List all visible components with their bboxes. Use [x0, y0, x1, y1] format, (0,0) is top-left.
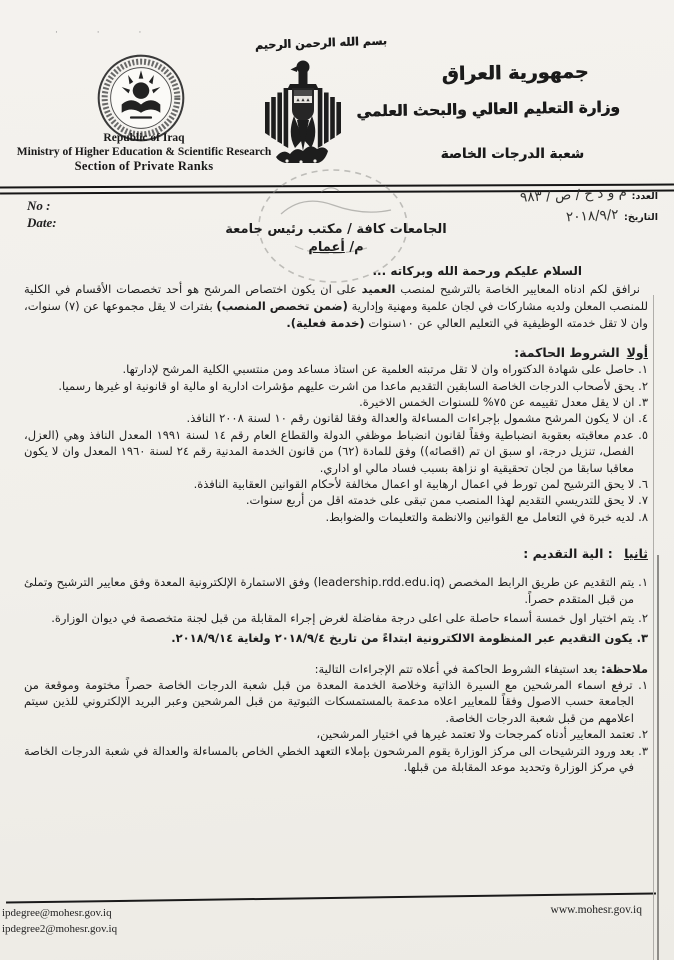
note-list	[24, 677, 648, 775]
section-one-title-rest: الشروط الحاكمة:	[514, 344, 620, 360]
number-label: العدد:	[631, 191, 658, 202]
scan-noise: · · ·	[55, 28, 160, 38]
condition-item: ٢. يحق لأصحاب الدرجات الخاصة السابقين التقديم ماعدا من اشرت عليهم مؤشرات ادارية او مالية او قانونية او غيرها رسميا.	[58, 378, 648, 393]
number-value: م و د خ / ص / ٩٨٣	[519, 184, 627, 206]
bismillah-calligraphy: بسم الله الرحمن الرحيم	[254, 33, 388, 53]
arabic-ministry-title: وزارة التعليم العالي والبحث العلمي	[356, 97, 620, 121]
footer-email-2: ipdegree2@mohesr.gov.iq	[2, 923, 118, 935]
date-label-ar: التاريخ:	[624, 212, 658, 223]
footer-divider	[6, 892, 656, 903]
intro-bold: (ضمن تخصص المنصب)	[216, 299, 348, 314]
condition-item: ٦. لا يحق الترشيح لمن تورط في اعمال ارهابية او اعمال مخالفة لأحكام القوانين العقابية النافذة.	[193, 477, 648, 492]
scan-edge-artifact	[653, 295, 654, 960]
section-two-title-word: ثانيا	[624, 546, 648, 562]
note-title	[24, 661, 648, 677]
date-value: ٢٠١٨/٩/٢	[565, 206, 620, 226]
date-label: Date:	[27, 215, 57, 230]
section-two-title-rest: : الية التقديم :	[523, 546, 618, 562]
intro-bold: العميد	[361, 282, 396, 297]
section-one-title-word: أولا	[626, 344, 648, 360]
section-one-list	[24, 361, 648, 525]
condition-item: ١. حاصل على شهادة الدكتوراه وان لا تقل مرتبته العلمية عن استاذ مساعد ومن منتسبي الكلية المرشح لإدارتها.	[122, 362, 648, 377]
footer-email-1: ipdegree@mohesr.gov.iq	[2, 907, 112, 919]
english-ministry-title: Ministry of Higher Education & Scientific Research	[16, 146, 272, 158]
intro-paragraph	[24, 281, 648, 331]
condition-item: ٥. عدم معاقبته بعقوبة انضباطية وفقاً لقانون انضباط موظفي الدولة والقطاع العام رقم ١٤ لسنة ١٩٩١ المعدل النافذ وهي (العزل، الفصل، تنزيل درجة، او سبق ان تم (اقصائه)) وفق للمادة (٦٢) من قانون الخدمة المدنية رقم ٢٤ لسنة ١٩٦٠ المعدل وان لا يكون معاقبا سابقا من لجان تحقيقية او نزاهة بسبب فساد مالي او اداري.	[24, 427, 648, 475]
procedure-item: ٢. يتم اختيار اول خمسة أسماء حاصلة على اعلى درجة مفاضلة لغرض إجراء المقابلة من قبل لجنة متخصصة في ديوان الوزارة.	[51, 611, 648, 626]
condition-item: ٧. لا يحق للتدريسي التقديم لهذا المنصب ممن تبقى على خدمته اقل من أربع سنوات.	[245, 493, 648, 508]
condition-item: ٣. ان لا يقل معدل تقييمه عن ٧٥% للسنوات الخمس الاخيرة.	[359, 395, 648, 410]
reference-number-line	[408, 185, 658, 206]
subject: أعمام	[308, 240, 345, 255]
intro-text: نرافق لكم ادناه المعايير الخاصة بالترشيح لمنصب	[395, 282, 640, 297]
procedure-item: ١. يتم التقديم عن طريق الرابط المخصص (leadership.rdd.edu.iq) وفق الاستمارة الإلكترونية المعدة وفق معايير الترشيح وتملئ من قبل المتقدم حصراً.	[24, 574, 648, 606]
scan-edge-artifact	[657, 555, 659, 960]
procedure-item: ٣. يكون التقديم عبر المنظومة الالكترونية ابتداءً من تاريخ ٢٠١٨/٩/٤ ولغاية ٢٠١٨/٩/١٤.	[171, 630, 648, 645]
arabic-country-title: جمهورية العراق	[441, 60, 589, 86]
english-letterhead	[0, 131, 300, 174]
section-two-list	[24, 574, 648, 647]
note-item: ٣. بعد ورود الترشيحات الى مركز الوزارة يقوم المرشحون بإملاء التعهد الخطي الخاص بالمساءلة والعدالة في شعبة الدرجات الخاصة في مركز الوزارة وتحديد موعد المقابلة من قبلها.	[24, 743, 648, 775]
subject-line	[24, 239, 648, 257]
letter-body	[24, 219, 648, 776]
intro-text: على ان يكون اختصاص المرشح هو أحد تخصصات الأقسام في الكلية للمنصب المعلن ولديه مشاركات في لجان علمية ومهنية وإدارية	[24, 282, 648, 314]
condition-item: ٨. لديه خبرة في التعامل مع القوانين والانظمة والتعليمات والضوابط.	[325, 509, 648, 524]
section-one-title	[24, 345, 648, 361]
greeting: السلام عليكم ورحمة الله وبركاته ...	[372, 264, 582, 278]
footer-emails	[2, 905, 117, 937]
condition-item: ٤. ان لا يكون المرشح مشمول بإجراءات المساءلة والعدالة وفقا لقانون رقم ١٠ لسنة ٢٠٠٨ النافذ.	[186, 411, 648, 426]
arabic-section-title: شعبة الدرجات الخاصة	[440, 146, 584, 162]
addressee: الجامعات كافة / مكتب رئيس جامعة	[225, 222, 447, 237]
english-section-title: Section of Private Ranks	[74, 159, 214, 173]
section-two-title	[24, 546, 648, 562]
intro-bold: (خدمة فعلية).	[286, 316, 365, 330]
note-title-rest: بعد استيفاء الشروط الحاكمة في أعلاه تتم الإجراءات التالية:	[314, 661, 602, 676]
footer-website: www.mohesr.gov.iq	[550, 904, 642, 916]
note-item: ٢. تعتمد المعايير أدناه كمرجحات ولا تعتمد غيرها في اختيار المرشحين،	[316, 727, 648, 742]
no-label: No :	[27, 198, 51, 213]
note-label: ملاحظة:	[601, 661, 648, 676]
subject-prefix: م/	[344, 240, 364, 255]
intro-text: بفترات لا يقل مجموعها عن (٧) سنوات، وان لا تقل خدمته الوظيفية في التعليم العالي عن ١٠سنوات	[24, 299, 648, 330]
english-country-title: Republic of Iraq	[103, 132, 185, 144]
note-item: ١. ترفع اسماء المرشحين مع السيرة الذاتية وخلاصة الخدمة المعدة من قبل شعبة الدرجات الخاصة حصراً مختومة وموقعة من الجامعة حسب الاصول وفقاً للمعايير اعلاه مدعمة بالمستمسكات الثبوتية من قبل المرشحين وعبر البريد الإلكتروني للذين سيتم اعلامهم من قبل شعبة الدرجات الخاصة.	[24, 678, 648, 725]
